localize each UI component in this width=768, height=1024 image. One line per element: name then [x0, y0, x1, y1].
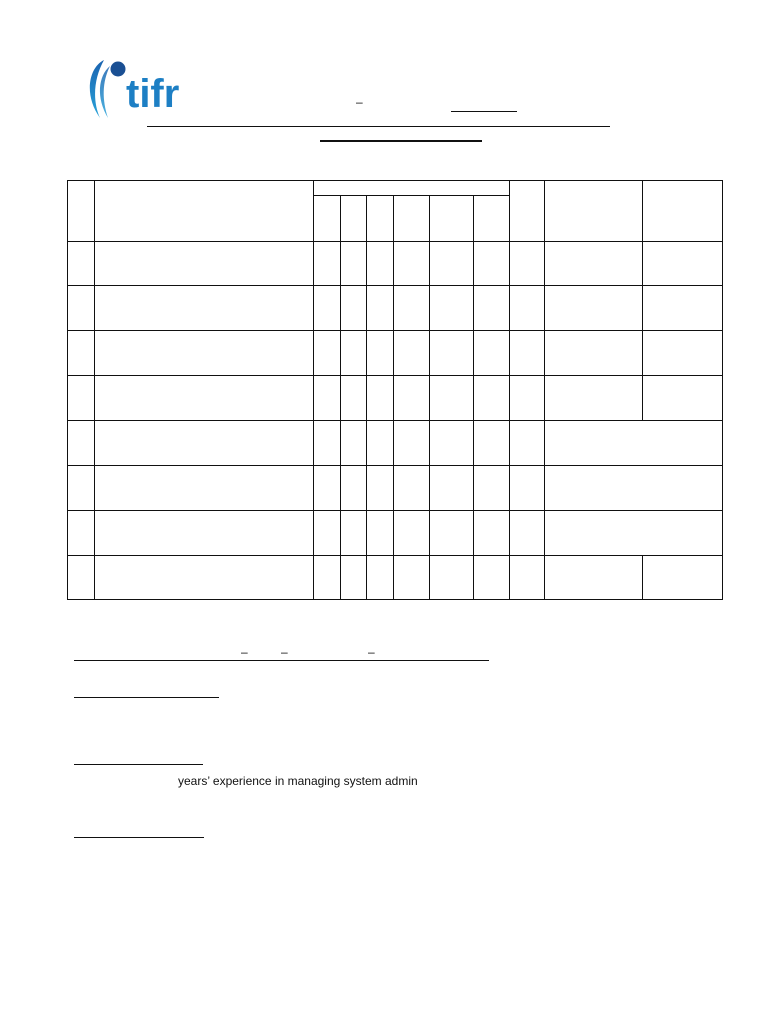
section-4-underline — [74, 837, 204, 838]
experience-text: years’ experience in managing system admin — [178, 774, 418, 788]
header-dash: – — [356, 95, 363, 109]
section-2-underline — [74, 697, 219, 698]
section-1-dash: – — [281, 645, 288, 659]
section-3-underline — [74, 764, 203, 765]
section-1-dash: – — [241, 645, 248, 659]
table-border — [68, 181, 723, 600]
section-1-underline — [74, 660, 489, 661]
logo-text: tifr — [126, 72, 180, 116]
section-1-dash: – — [368, 645, 375, 659]
